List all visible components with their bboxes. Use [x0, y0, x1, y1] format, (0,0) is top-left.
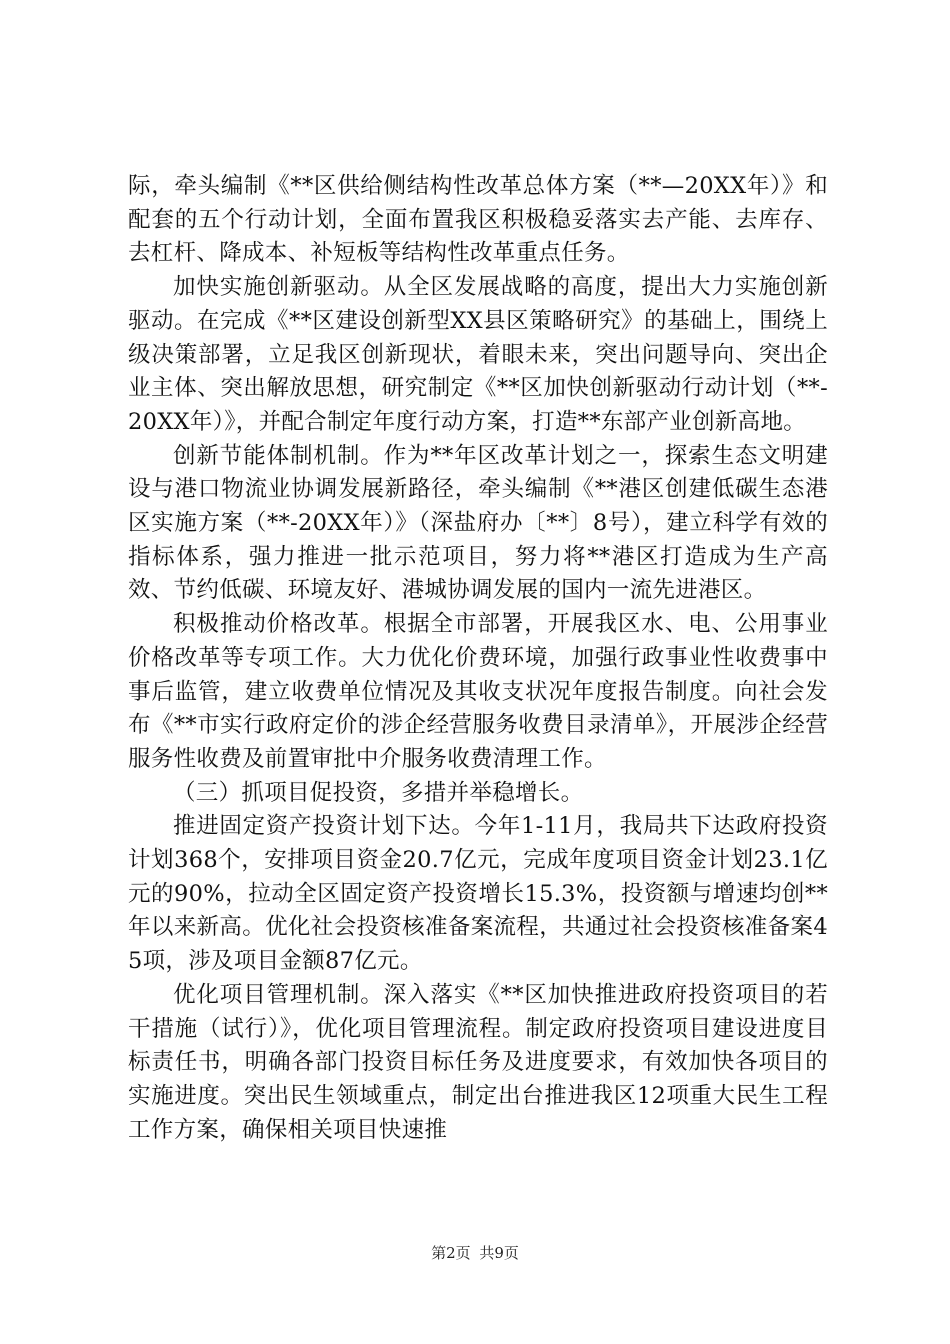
paragraph-continuation: 际，牵头编制《**区供给侧结构性改革总体方案（**—20XX年）》和配套的五个行动计划，全面布置我区积极稳妥落实去产能、去库存、去杠杆、降成本、补短板等结构性改革重点任务。: [128, 173, 828, 267]
paragraph-innovation-drive: 加快实施创新驱动。从全区发展战略的高度，提出大力实施创新驱动。在完成《**区建设创新型XX县区策略研究》的基础上，围绕上级决策部署，立足我区创新现状，着眼未来，突出问题导向、突出企业主体、突出解放思想，研究制定《**区加快创新驱动行动计划（**-20XX年）》，并配合制定年度行动方案，打造**东部产业创新高地。: [128, 274, 828, 435]
document-body: [128, 170, 828, 1147]
page-number: 第2页: [431, 1244, 471, 1262]
paragraph-project-management: 优化项目管理机制。深入落实《**区加快推进政府投资项目的若干措施（试行）》，优化项目管理流程。制定政府投资项目建设进度目标责任书，明确各部门投资目标任务及进度要求，有效加快各项目的实施进度。突出民生领域重点，制定出台推进我区12项重大民生工程工作方案，确保相关项目快速推: [128, 981, 828, 1143]
section-heading: （三）抓项目促投资，多措并举稳增长。: [173, 779, 584, 806]
paragraph-price-reform: 积极推动价格改革。根据全市部署，开展我区水、电、公用事业价格改革等专项工作。大力优化价费环境，加强行政事业性收费事中事后监管，建立收费单位情况及其收支状况年度报告制度。向社会发布《**市实行政府定价的涉企经营服务收费目录清单》，开展涉企经营服务性收费及前置审批中介服务收费清理工作。: [128, 611, 828, 772]
page-total: 共9页: [479, 1244, 519, 1262]
paragraph-energy-saving: 创新节能体制机制。作为**年区改革计划之一，探索生态文明建设与港口物流业协调发展新路径，牵头编制《**港区创建低碳生态港区实施方案（**-20XX年）》（深盐府办〔**〕8号），建立科学有效的指标体系，强力推进一批示范项目，努力将**港区打造成为生产高效、节约低碳、环境友好、港城协调发展的国内一流先进港区。: [128, 442, 828, 604]
paragraph-fixed-asset-investment: 推进固定资产投资计划下达。今年1-11月，我局共下达政府投资计划368个，安排项目资金20.7亿元，完成年度项目资金计划23.1亿元的90%，拉动全区固定资产投资增长15.3%，投资额与增速均创**年以来新高。优化社会投资核准备案流程，共通过社会投资核准备案45项，涉及项目金额87亿元。: [128, 813, 828, 975]
page-footer: [0, 1243, 950, 1263]
